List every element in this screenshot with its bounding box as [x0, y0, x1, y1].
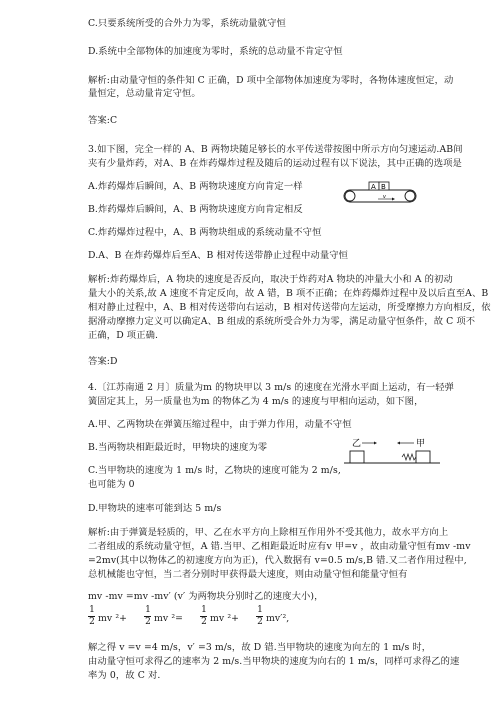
frac4-den: 2 [257, 617, 263, 627]
analysis-q2-line2: 量恒定，总动量肯定守恒。 [88, 88, 201, 99]
frac3-num: 1 [201, 605, 207, 615]
analysis-q4-line1: 解析:由于弹簧是轻质的，甲、乙在水平方向上除相互作用外不受其他力，故水平方向上 [88, 527, 449, 538]
analysis-q4-line4: 总机械能也守恒，当二者分别时甲获得最大速度，则由动量守恒和能量守恒有 [88, 569, 408, 580]
option-c-q3: C.炸药爆炸过程中，A、B 两物块组成的系统动量不守恒 [88, 227, 322, 238]
analysis-q3-line3: 相对静止过程中，A、B 相对传送带向右运动，B 相对传送带向左运动，所受摩擦力方向相反，依 [88, 302, 491, 313]
answer-q3: 答案:D [88, 356, 118, 367]
frac4-num: 1 [257, 605, 263, 615]
label-a: A [371, 183, 376, 191]
spring [402, 454, 416, 460]
analysis-q2-line1: 解析:由动量守恒的条件知 C 正确，D 项中全部物体加速度为零时，各物体速度恒定，动 [88, 75, 454, 86]
energy-equation [88, 606, 328, 632]
answer-q2: 答案:C [88, 115, 118, 126]
analysis-q3-line4: 据滑动摩擦力定义可以确定A、B 组成的系统所受合外力为零，满足动量守恒条件，故 C 项不 [88, 316, 476, 327]
option-d-q2: D.系统中全部物体的加速度为零时，系统的总动量不肯定守恒 [88, 46, 343, 57]
option-d-q4: D.甲物块的速率可能到达 5 m/s [88, 503, 222, 514]
energy-term-2: mv ²= [154, 613, 184, 624]
option-c-q4-line1: C.当甲物块的速度为 1 m/s 时，乙物块的速度可能为 2 m/s, [88, 465, 341, 476]
analysis-q4-line6: 由动量守恒可求得乙的速率为 2 m/s.当甲物块的速度为向右的 1 m/s，同样可求得乙的速 [88, 656, 460, 667]
analysis-q3-line5: 正确，D 项正确. [88, 330, 159, 341]
question-3-line1: 3.如下图，完全一样的 A、B 两物块随足够长的水平传送带按图中所示方向匀速运动.AB间 [88, 144, 463, 155]
analysis-q4-line7: 率为 0，故 C 对. [88, 670, 161, 681]
frac3-den: 2 [201, 617, 207, 627]
energy-term-4: mv′², [266, 613, 290, 624]
block-jia [416, 451, 430, 463]
analysis-q3-line1: 解析:炸药爆炸后，A 物块的速度是否反向，取决于炸药对A 物块的冲量大小和 A 的初动 [88, 274, 453, 285]
label-b: B [381, 183, 386, 191]
question-4-line1: 4.〔江苏南通 2 月〕质量为m 的物块甲以 3 m/s 的速度在光滑水平面上运动，有一轻弹 [88, 382, 455, 393]
frac1-num: 1 [89, 605, 95, 615]
label-v: v [383, 194, 386, 200]
option-c-q2: C.只要系统所受的合外力为零，系统动量就守恒 [88, 18, 286, 29]
spring-collision-figure [344, 436, 444, 470]
frac2-num: 1 [145, 605, 151, 615]
option-b-q4: B.当两物块相距最近时，甲物块的速度为零 [88, 442, 268, 453]
frac2-den: 2 [145, 617, 151, 627]
analysis-q4-line2: 二者组成的系统动量守恒，A 错.当甲、乙相距最近时应有v 甲=v ，故由动量守恒有mv -mv [88, 541, 471, 552]
label-jia: 甲 [416, 439, 426, 449]
momentum-equation: mv -mv =mv -mv′ (v′ 为两物块分别时乙的速度大小)， [88, 591, 324, 602]
frac1-den: 2 [89, 617, 95, 627]
option-c-q4-line2: 也可能为 0 [88, 479, 135, 490]
energy-term-1: mv ²+ [98, 613, 128, 624]
option-d-q3: D.A、B 在炸药爆炸后至A、B 相对传送带静止过程中动量守恒 [88, 250, 349, 261]
option-b-q3: B.炸药爆炸后瞬间，A、B 两物块速度方向肯定相反 [88, 204, 303, 215]
analysis-q3-line2: 量大小的关系,故 A 速度不肯定反向，故 A 错，B 项不正确；在炸药爆炸过程中及以后直至A、B [88, 288, 489, 299]
conveyor-belt-figure [338, 179, 422, 211]
question-4-line2: 簧固定其上，另一质量也为m 的物体乙为 4 m/s 的速度与甲相向运动，如下图， [88, 396, 424, 407]
analysis-q4-line3: =2mv(其中以物体乙的初速度方向为正)，代入数据有 v=0.5 m/s,B 错.又二者作用过程中, [88, 555, 467, 566]
block-yi [350, 451, 364, 463]
option-a-q4: A.甲、乙两物块在弹簧压缩过程中，由于弹力作用，动量不守恒 [88, 419, 352, 430]
analysis-q4-line5: 解之得 v =v =4 m/s，v′ =3 m/s，故 D 错.当甲物块的速度为向左的 1 m/s 时， [88, 642, 432, 653]
energy-term-3: mv ²+ [210, 613, 240, 624]
option-a-q3: A.炸药爆炸后瞬间，A、B 两物块速度方向肯定一样 [88, 181, 303, 192]
label-yi: 乙 [352, 439, 362, 449]
question-3-line2: 夹有少量炸药，对A、B 在炸药爆炸过程及随后的运动过程有以下说法，其中正确的选项是 [88, 158, 462, 169]
